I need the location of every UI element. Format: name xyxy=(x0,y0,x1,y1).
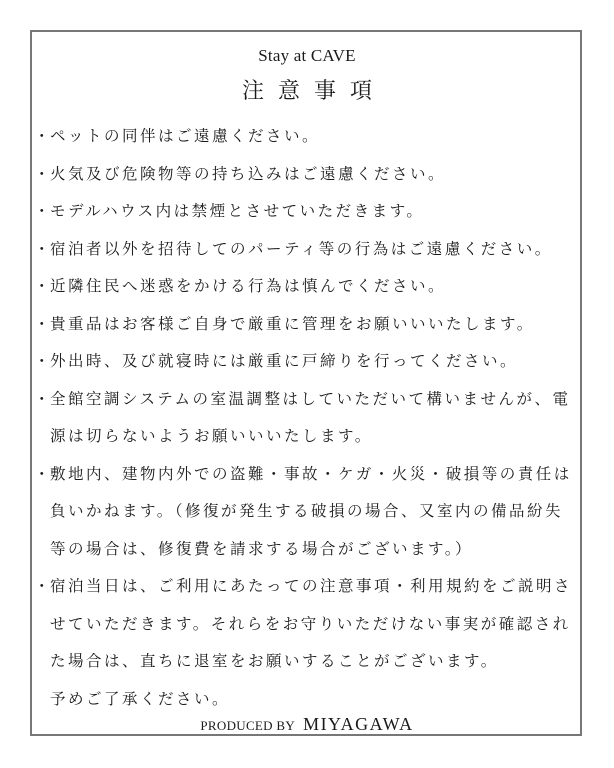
bullet-mark: ・ xyxy=(34,277,53,295)
note-item xyxy=(34,462,572,484)
note-text: 近隣住民へ迷惑をかける行為は慎んでください。 xyxy=(50,277,447,295)
note-text: 宿泊者以外を招待してのパーティ等の行為はご遠慮ください。 xyxy=(50,239,553,258)
note-text: せていただきます。それらをお守りいただけない事実が確認され xyxy=(50,614,571,633)
footer xyxy=(0,714,614,735)
bullet-mark: ・ xyxy=(34,577,53,595)
bullet-mark: ・ xyxy=(34,127,53,145)
bullet-mark: ・ xyxy=(34,352,53,370)
note-item xyxy=(34,199,424,221)
note-item xyxy=(34,312,535,334)
note-item xyxy=(34,162,446,184)
note-item xyxy=(34,124,320,146)
note-item xyxy=(34,237,553,259)
subtitle: Stay at CAVE xyxy=(258,46,356,65)
note-text: 等の場合は、修復費を請求する場合がございます。） xyxy=(50,539,474,558)
note-text: 外出時、及び就寝時には厳重に戸締りを行ってください。 xyxy=(50,352,519,370)
note-text: た場合は、直ちに退室をお願いすることがございます。 xyxy=(50,652,499,670)
bullet-mark: ・ xyxy=(34,464,53,483)
note-text: 負いかねます。（修復が発生する破損の場合、又室内の備品紛失 xyxy=(50,502,564,520)
note-text: ペットの同伴はご遠慮ください。 xyxy=(50,127,321,145)
note-text: 宿泊当日は、ご利用にあたっての注意事項・利用規約をご説明さ xyxy=(50,577,573,595)
note-item-continuation xyxy=(50,612,571,634)
note-text: 火気及び危険物等の持ち込みはご遠慮ください。 xyxy=(50,164,447,183)
produced-by-label: PRODUCED BY xyxy=(200,718,296,733)
note-text: 予めご了承ください。 xyxy=(50,689,231,708)
note-text: モデルハウス内は禁煙とさせていただきます。 xyxy=(50,202,425,220)
note-text: 貴重品はお客様ご自身で厳重に管理をお願いいいたします。 xyxy=(50,314,535,333)
note-item xyxy=(34,574,572,596)
note-item-continuation xyxy=(50,649,499,671)
note-text: 全館空調システムの室温調整はしていただいて構いませんが、電 xyxy=(50,389,571,408)
note-item-continuation xyxy=(50,499,563,521)
note-item xyxy=(34,349,518,371)
note-item-continuation xyxy=(50,687,230,709)
brand-name: MIYAGAWA xyxy=(303,714,414,734)
note-item-continuation xyxy=(50,537,473,559)
page-title: 注意事項 xyxy=(241,79,386,104)
bullet-mark: ・ xyxy=(34,164,53,183)
bullet-mark: ・ xyxy=(34,389,53,408)
note-text: 源は切らないようお願いいいたします。 xyxy=(50,427,373,445)
note-item xyxy=(34,387,570,409)
bullet-mark: ・ xyxy=(34,239,53,258)
note-item-continuation xyxy=(50,424,373,446)
bullet-mark: ・ xyxy=(34,314,53,333)
bullet-mark: ・ xyxy=(34,202,53,220)
note-item xyxy=(34,274,446,296)
note-text: 敷地内、建物内外での盗難・事故・ケガ・火災・破損等の責任は xyxy=(50,464,572,483)
